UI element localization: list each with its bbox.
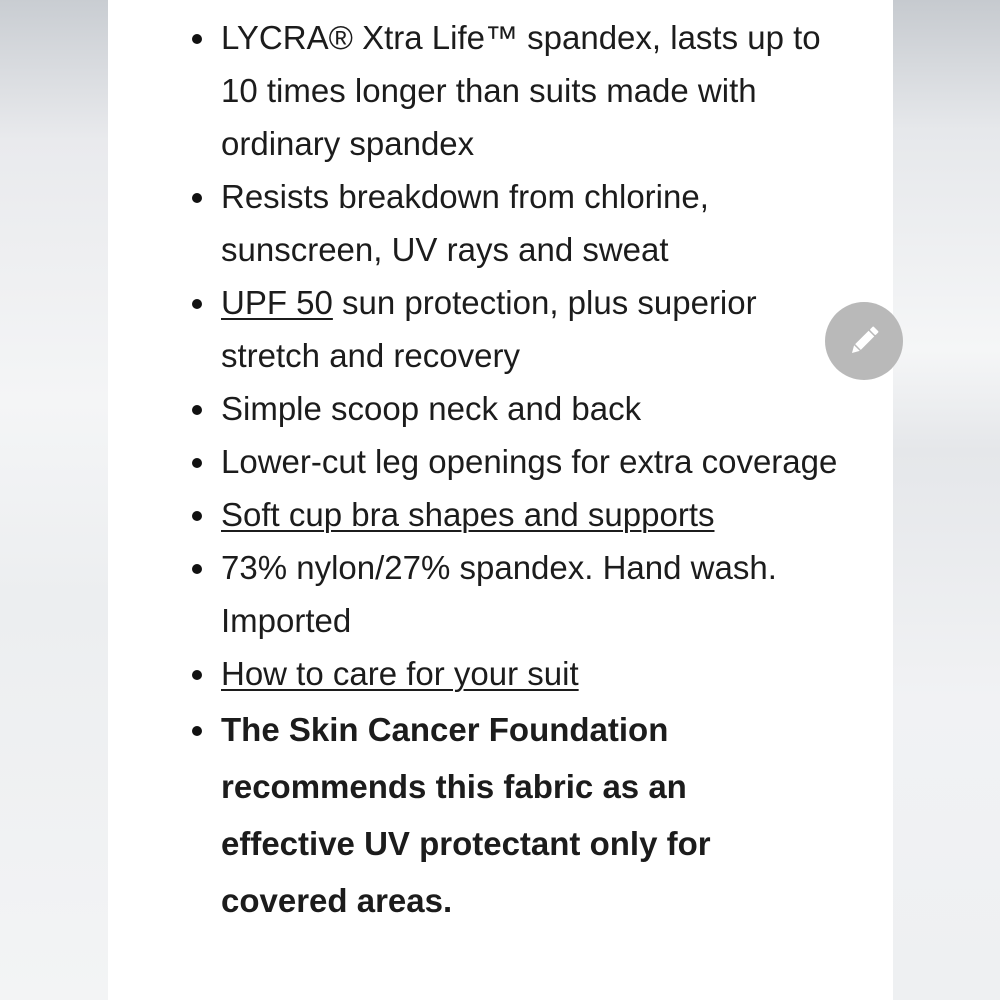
list-item	[108, 488, 841, 541]
soft-cup-bra-link[interactable]: Soft cup bra shapes and supports	[221, 496, 715, 533]
bullet-dot-icon	[192, 564, 202, 574]
feature-list	[108, 11, 893, 929]
feature-text: 73% nylon/27% spandex. Hand wash. Imported	[221, 549, 777, 639]
list-item	[108, 276, 841, 382]
pencil-icon	[844, 321, 884, 361]
bullet-dot-icon	[192, 193, 202, 203]
bullet-dot-icon	[192, 726, 202, 736]
list-item	[108, 647, 841, 700]
background-left	[0, 0, 108, 1000]
bullet-dot-icon	[192, 670, 202, 680]
feature-text: Simple scoop neck and back	[221, 390, 642, 427]
list-item	[108, 701, 821, 929]
product-details-card	[108, 0, 893, 1000]
feature-text: Resists breakdown from chlorine, sunscreen, UV rays and sweat	[221, 178, 709, 268]
background-right	[892, 0, 1000, 1000]
bullet-dot-icon	[192, 511, 202, 521]
skin-cancer-foundation-note: The Skin Cancer Foundation recommends this fabric as an effective UV protectant only for covered areas.	[221, 711, 711, 919]
list-item	[108, 11, 841, 170]
list-item	[108, 541, 841, 647]
list-item	[108, 382, 841, 435]
bullet-dot-icon	[192, 458, 202, 468]
bullet-dot-icon	[192, 405, 202, 415]
list-item	[108, 435, 841, 488]
bullet-dot-icon	[192, 299, 202, 309]
feature-text: sun protection, plus superior stretch and recovery	[221, 284, 757, 374]
edit-button[interactable]	[825, 302, 903, 380]
feature-text: Lower-cut leg openings for extra coverage	[221, 443, 838, 480]
list-item	[108, 170, 841, 276]
bullet-dot-icon	[192, 34, 202, 44]
feature-text: LYCRA® Xtra Life™ spandex, lasts up to 10 times longer than suits made with ordinary spandex	[221, 19, 821, 162]
upf-50-link[interactable]: UPF 50	[221, 284, 333, 321]
suit-care-link[interactable]: How to care for your suit	[221, 655, 579, 692]
